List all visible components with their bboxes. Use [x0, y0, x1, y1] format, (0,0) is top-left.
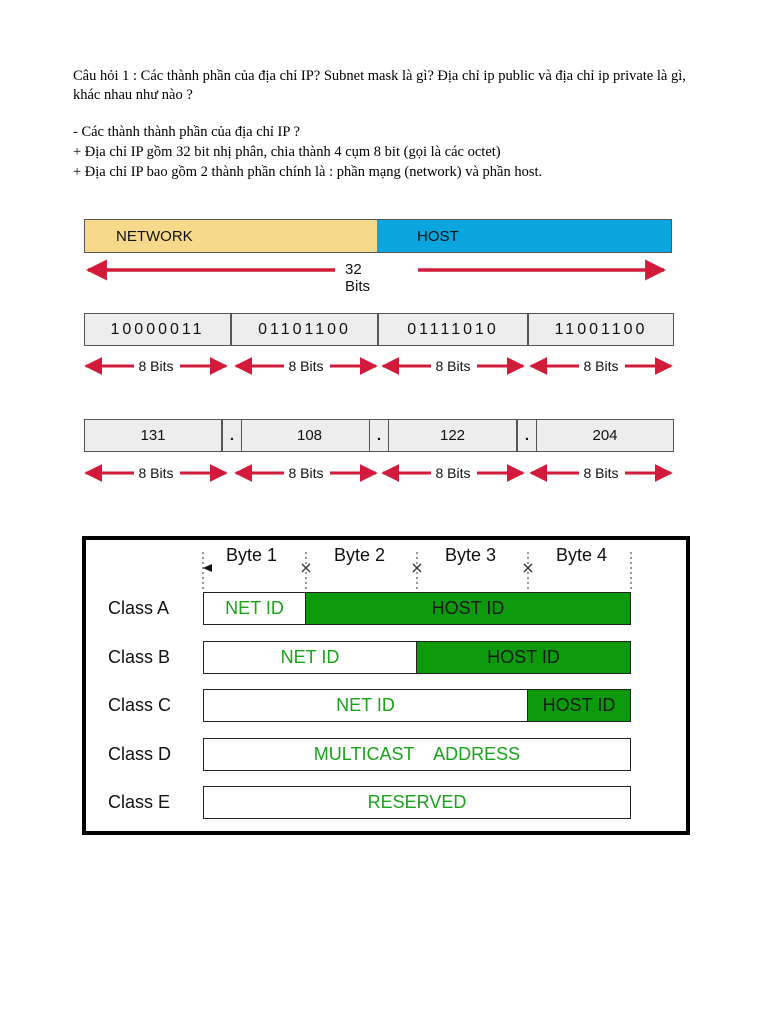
octet-bits-label: 8 Bits	[583, 465, 619, 481]
decimal-octet: 131	[84, 419, 222, 452]
octet-separator: .	[517, 419, 537, 452]
byte-boundary-mark: ×	[410, 558, 424, 577]
point-1: - Các thành thành phần của địa chỉ IP ?	[73, 124, 300, 140]
decimal-octet: 204	[536, 419, 674, 452]
decimal-octet: 122	[388, 419, 517, 452]
octet-separator: .	[222, 419, 242, 452]
byte-label: Byte 4	[556, 545, 608, 565]
net-id-field: NET ID	[203, 689, 528, 722]
class-label: Class A	[108, 598, 170, 618]
binary-octet: 10000011	[84, 313, 231, 346]
byte-label: Byte 1	[226, 545, 278, 565]
octet-bits-label: 8 Bits	[288, 465, 324, 481]
binary-octet: 11001100	[528, 313, 674, 346]
network-label: NETWORK	[116, 227, 193, 245]
net-id-field: MULTICAST ADDRESS	[203, 738, 631, 771]
octet-separator: .	[369, 419, 389, 452]
octet-bits-label: 8 Bits	[583, 358, 619, 374]
class-label: Class D	[108, 744, 172, 764]
host-id-field: HOST ID	[528, 689, 631, 722]
total-bits-label: 32 Bits	[345, 261, 371, 295]
point-2: + Địa chỉ IP gồm 32 bit nhị phân, chia thành 4 cụm 8 bit (gọi là các octet)	[73, 144, 501, 160]
host-id-field: HOST ID	[417, 641, 631, 674]
class-label: Class E	[108, 792, 171, 812]
octet-bits-label: 8 Bits	[288, 358, 324, 374]
byte-label: Byte 3	[445, 545, 497, 565]
byte-boundary-mark: ×	[521, 558, 535, 577]
net-id-field: NET ID	[203, 592, 306, 625]
point-3: + Địa chỉ IP bao gồm 2 thành phần chính là : phần mạng (network) và phần host.	[73, 164, 543, 180]
class-label: Class B	[108, 647, 171, 667]
binary-octet: 01111010	[378, 313, 528, 346]
byte-axis-arrowhead	[203, 564, 212, 572]
net-id-field: NET ID	[203, 641, 417, 674]
octet-bits-label: 8 Bits	[138, 465, 174, 481]
octet-bits-label: 8 Bits	[435, 358, 471, 374]
host-label: HOST	[417, 227, 459, 245]
class-label: Class C	[108, 695, 172, 715]
host-id-field: HOST ID	[306, 592, 631, 625]
octet-bits-label: 8 Bits	[435, 465, 471, 481]
decimal-octet: 108	[241, 419, 378, 452]
octet-bits-label: 8 Bits	[138, 358, 174, 374]
net-id-field: RESERVED	[203, 786, 631, 819]
byte-boundary-mark: ×	[299, 558, 313, 577]
binary-octet: 01101100	[231, 313, 378, 346]
byte-label: Byte 2	[334, 545, 386, 565]
question-text: Câu hỏi 1 : Các thành phần của địa chỉ IP? Subnet mask là gì? Địa chỉ ip public và địa chỉ ip private là gì, khác nhau như nào ?	[73, 68, 686, 103]
